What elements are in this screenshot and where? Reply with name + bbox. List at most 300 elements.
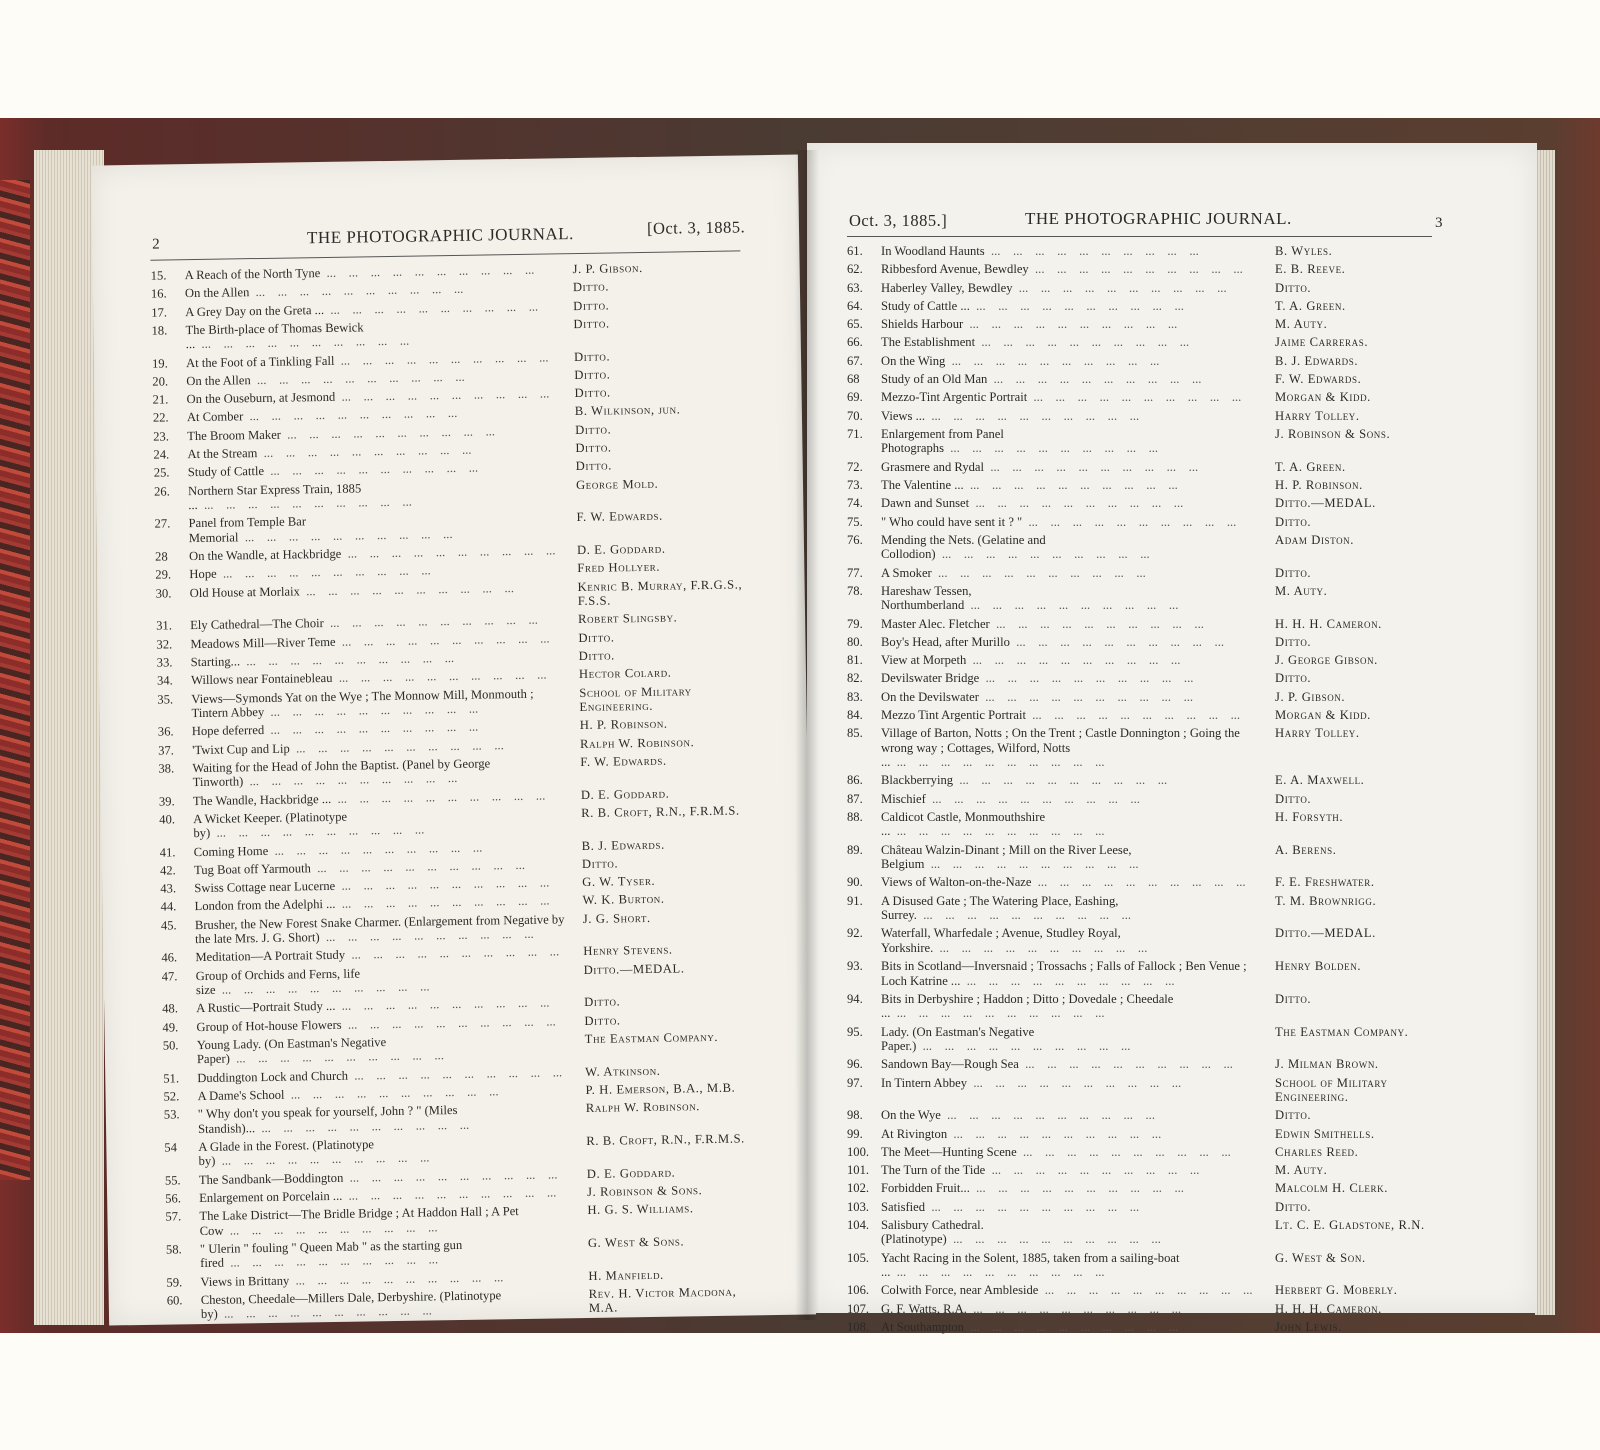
entry-number: 43. — [160, 881, 177, 896]
entry-exhibitor: F. W. Edwards. — [580, 753, 667, 769]
entry-title-text: Colwith Force, near Ambleside ... — [881, 1283, 1253, 1297]
entry-title-text: Boy's Head, after Murillo ... — [881, 635, 1224, 649]
entry-title — [881, 460, 1265, 474]
entry-exhibitor: School of Military Engineering. — [1275, 1075, 1388, 1104]
entry-title-text: The Turn of the Tide ... — [881, 1163, 1199, 1177]
catalogue-entry — [847, 1181, 1447, 1195]
entry-title — [881, 1200, 1265, 1214]
catalogue-entry — [157, 683, 757, 721]
catalogue-entry — [847, 533, 1447, 562]
catalogue-entry — [847, 1127, 1447, 1141]
entry-number: 76. — [847, 532, 863, 547]
entry-number: 73. — [847, 477, 863, 492]
entry-title — [881, 1181, 1265, 1195]
right-catalogue-list — [847, 244, 1447, 1338]
entry-number: 33. — [156, 655, 173, 670]
entry-number: 51. — [163, 1071, 180, 1086]
entry-title-text: Bits in Derbyshire ; Haddon ; Ditto ; Dovedale ; Cheedale ... ... — [881, 992, 1173, 1020]
entry-title — [881, 1025, 1265, 1054]
entry-exhibitor: G. West & Son. — [1275, 1250, 1366, 1265]
entry-number: 48. — [162, 1001, 179, 1017]
entry-exhibitor: H. H. H. Cameron. — [1275, 1301, 1382, 1316]
entry-exhibitor: J. P. Gibson. — [572, 260, 643, 277]
entry-title — [881, 992, 1265, 1021]
entry-title-text: At the Foot of a Tinkling Fall ... — [186, 350, 549, 370]
entry-title-text: At Rivington ... — [881, 1127, 1161, 1141]
entry-number: 22. — [152, 410, 169, 426]
catalogue-entry — [164, 1099, 764, 1137]
catalogue-entry — [847, 299, 1447, 313]
entry-exhibitor: Henry Stevens. — [583, 943, 673, 959]
entry-title-text: Willows near Fontainebleau ... — [191, 668, 547, 688]
entry-exhibitor: Ditto. — [1275, 791, 1312, 806]
entry-number: 24. — [153, 447, 170, 462]
entry-title-text: Waiting for the Head of John the Baptist. (Panel by George Tinworth) ... — [192, 756, 490, 789]
catalogue-entry — [847, 773, 1447, 787]
entry-exhibitor: Ditto. — [573, 298, 610, 313]
entry-title-text: Yacht Racing in the Solent, 1885, taken from a sailing-boat ... ... — [881, 1251, 1179, 1279]
catalogue-entry — [154, 508, 754, 546]
entry-title — [196, 963, 574, 998]
entry-title-text: On the Wye ... — [881, 1108, 1155, 1122]
entry-exhibitor: J. Robinson & Sons. — [1275, 426, 1391, 441]
catalogue-entry — [847, 262, 1447, 276]
entry-title — [881, 1145, 1265, 1159]
entry-title — [201, 1287, 579, 1322]
entry-exhibitor: H. P. Robinson. — [579, 716, 668, 733]
entry-title — [194, 875, 572, 895]
entry-number: 27. — [154, 516, 171, 532]
entry-title — [881, 584, 1265, 613]
catalogue-entry — [847, 1251, 1447, 1280]
catalogue-entry — [847, 244, 1447, 258]
entry-title — [190, 580, 568, 615]
entry-title — [196, 1014, 574, 1034]
entry-title-text: Satisfied ... — [881, 1200, 1139, 1214]
entry-number: 61. — [847, 244, 863, 258]
entry-title-text: Blackberrying ... — [881, 773, 1167, 787]
entry-title-text: On the Devilswater ... — [881, 690, 1193, 704]
entry-number: 19. — [151, 356, 168, 371]
entry-number: 84. — [847, 708, 863, 723]
entry-title-text: Haberley Valley, Bewdley ... — [881, 281, 1227, 295]
entry-exhibitor: School of Military Engineering. — [579, 683, 692, 714]
entry-exhibitor: Morgan & Kidd. — [1275, 708, 1371, 723]
entry-title — [188, 478, 566, 513]
catalogue-entry — [847, 1200, 1447, 1214]
entry-title-text: Mending the Nets. (Gelatine and Collodion) ... — [881, 533, 1150, 561]
entry-exhibitor: M. Auty. — [1275, 1163, 1328, 1178]
entry-exhibitor: D. E. Goddard. — [580, 786, 670, 802]
catalogue-entry — [847, 635, 1447, 649]
entry-title-text: Village of Barton, Notts ; On the Trent ; Castle Donnington ; Going the wrong way ; Cottages, Wilford, Notts ... ... — [881, 726, 1240, 769]
entry-title-text: " Who could have sent it ? " ... — [881, 515, 1236, 529]
entry-exhibitor: W. K. Burton. — [582, 892, 665, 908]
entry-title-text: Mezzo Tint Argentic Portrait ... — [881, 708, 1240, 722]
entry-number: 72. — [847, 459, 863, 474]
entry-title-text: Sandown Bay—Rough Sea ... — [881, 1057, 1233, 1071]
entry-title — [198, 1134, 576, 1169]
entry-exhibitor: J. Milman Brown. — [1275, 1057, 1379, 1072]
entry-exhibitor: Ditto. — [584, 1013, 621, 1028]
entry-number: 95. — [847, 1024, 863, 1039]
entry-title — [190, 631, 568, 651]
catalogue-entry — [847, 335, 1447, 349]
entry-exhibitor: J. P. Gibson. — [1275, 689, 1346, 704]
catalogue-entry — [847, 1163, 1447, 1177]
entry-title — [881, 390, 1265, 404]
entry-number: 34. — [156, 673, 173, 688]
entry-exhibitor: D. E. Goddard. — [586, 1165, 676, 1181]
marbled-endpaper — [0, 180, 30, 1180]
left-catalogue-list — [151, 259, 768, 1326]
entry-exhibitor: F. W. Edwards. — [576, 509, 663, 525]
entry-title — [197, 1032, 575, 1067]
catalogue-entry — [159, 803, 759, 841]
entry-number: 53. — [163, 1107, 180, 1122]
entry-title-text: Mischief ... — [881, 792, 1140, 806]
entry-number: 16. — [150, 286, 167, 301]
entry-title-text: A Disused Gate ; The Watering Place, Eashing, Surrey. ... — [881, 894, 1131, 922]
entry-title-text: Hope ... — [189, 564, 431, 582]
entry-title-text: On the Wandle, at Hackbridge ... — [189, 543, 556, 563]
entry-number: 92. — [847, 926, 863, 941]
left-page-number: 2 — [152, 236, 161, 253]
entry-title-text: The Wandle, Hackbridge ... ... — [193, 788, 546, 808]
entry-number: 82. — [847, 671, 863, 686]
entry-title — [197, 1083, 575, 1103]
entry-title-text: Enlargement on Porcelain ... ... — [199, 1185, 556, 1205]
entry-exhibitor: Ditto. — [573, 316, 610, 331]
entry-number: 86. — [847, 773, 863, 788]
entry-number: 21. — [152, 392, 169, 407]
catalogue-entry — [847, 1057, 1447, 1071]
entry-number: 29. — [155, 567, 172, 583]
entry-exhibitor: E. B. Reeve. — [1275, 262, 1346, 277]
entry-number: 26. — [153, 484, 170, 499]
entry-title — [185, 262, 563, 282]
entry-exhibitor: Ditto.—MEDAL. — [1275, 926, 1376, 941]
entry-title — [188, 460, 566, 480]
catalogue-entry — [847, 515, 1447, 529]
entry-title — [196, 996, 574, 1016]
entry-number: 30. — [155, 586, 172, 601]
catalogue-entry — [847, 959, 1447, 988]
entry-title-text: Group of Orchids and Ferns, life size ... — [196, 966, 430, 997]
entry-exhibitor: H. Manfield. — [588, 1267, 664, 1283]
entry-exhibitor: Lt. C. E. Gladstone, R.N. — [1275, 1218, 1425, 1233]
entry-title — [881, 926, 1265, 955]
entry-number: 64. — [847, 298, 863, 313]
entry-title-text: Meadows Mill—River Teme ... — [190, 631, 549, 651]
entry-exhibitor: Morgan & Kidd. — [1275, 390, 1371, 405]
entry-title-text: On the Ouseburn, at Jesmond ... — [187, 387, 550, 407]
entry-number: 70. — [847, 408, 863, 423]
entry-exhibitor: G. West & Sons. — [587, 1234, 685, 1250]
entry-exhibitor: P. H. Emerson, B.A., M.B. — [585, 1080, 736, 1098]
entry-number: 94. — [847, 991, 863, 1006]
entry-title-text: Meditation—A Portrait Study ... — [195, 945, 559, 965]
entry-title — [187, 405, 565, 425]
entry-title — [881, 773, 1265, 787]
entry-number: 17. — [151, 305, 168, 320]
entry-number: 91. — [847, 893, 863, 908]
entry-number: 101. — [847, 1163, 870, 1178]
entry-title-text: The Lake District—The Bridle Bridge ; At Haddon Hall ; A Pet Cow ... — [199, 1204, 519, 1237]
catalogue-entry — [847, 317, 1447, 331]
entry-number: 20. — [152, 374, 169, 389]
catalogue-entry — [847, 478, 1447, 492]
entry-title — [881, 635, 1265, 649]
entry-exhibitor: Henry Bolden. — [1275, 959, 1362, 974]
entry-number: 105. — [847, 1250, 870, 1265]
catalogue-entry — [847, 1145, 1447, 1159]
entry-exhibitor: Jaime Carreras. — [1275, 335, 1369, 350]
entry-title — [881, 1218, 1265, 1247]
catalogue-entry — [847, 496, 1447, 510]
entry-number: 44. — [160, 899, 177, 915]
entry-exhibitor: M. Auty. — [1275, 583, 1328, 598]
entry-title — [881, 810, 1265, 839]
entry-title-text: Bits in Scotland—Inversnaid ; Trossachs ; Falls of Fallock ; Ben Venue ; Loch Katrine ... ... — [881, 959, 1247, 987]
entry-title — [186, 368, 564, 388]
entry-title — [881, 1057, 1265, 1071]
entry-number: 71. — [847, 426, 863, 441]
entry-exhibitor: Adam Diston. — [1275, 532, 1355, 547]
entry-title-text: Brusher, the New Forest Snake Charmer. (Enlargement from Negative by the late Mrs. J. G. Short) ... — [195, 912, 565, 946]
entry-title-text: The Establishment ... — [881, 335, 1189, 349]
entry-title-text: On the Allen ... — [185, 282, 464, 300]
entry-exhibitor: Ditto. — [584, 994, 621, 1010]
catalogue-entry — [167, 1284, 767, 1322]
entry-exhibitor: Ditto. — [1275, 1199, 1312, 1214]
entry-title — [194, 839, 572, 859]
entry-exhibitor: B. J. Edwards. — [1275, 353, 1359, 368]
catalogue-entry — [847, 584, 1447, 613]
entry-title-text: Devilswater Bridge ... — [881, 671, 1193, 685]
entry-title — [881, 894, 1265, 923]
entry-title-text: A Smoker ... — [881, 566, 1146, 580]
catalogue-entry — [151, 314, 751, 352]
entry-title — [881, 335, 1265, 349]
entry-number: 31. — [156, 618, 173, 634]
entry-number: 69. — [847, 390, 863, 405]
entry-title — [881, 1251, 1265, 1280]
entry-title — [195, 945, 573, 965]
entry-title — [881, 959, 1265, 988]
entry-title-text: 'Twixt Cup and Lip ... — [192, 738, 504, 757]
entry-exhibitor: J. G. Short. — [582, 910, 651, 926]
entry-number: 90. — [847, 875, 863, 890]
entry-title-text: Coming Home ... — [194, 840, 483, 859]
entry-title-text: Views of Walton-on-the-Naze ... — [881, 875, 1246, 889]
catalogue-entry — [847, 460, 1447, 474]
entry-title — [881, 515, 1265, 529]
catalogue-entry — [166, 1233, 766, 1271]
entry-title — [881, 690, 1265, 704]
catalogue-entry — [847, 372, 1447, 386]
entry-title-text: In Tintern Abbey ... — [881, 1076, 1181, 1090]
catalogue-entry — [163, 1029, 763, 1067]
entry-exhibitor: D. E. Goddard. — [576, 541, 666, 558]
entry-exhibitor: Rev. H. Victor Macdona, M.A. — [588, 1284, 737, 1316]
entry-exhibitor: Ditto. — [574, 385, 611, 401]
right-page — [807, 143, 1537, 1335]
entry-title-text: View at Morpeth ... — [881, 653, 1180, 667]
catalogue-entry — [847, 1025, 1447, 1054]
entry-exhibitor: H. P. Robinson. — [1275, 477, 1363, 492]
entry-exhibitor: T. M. Brownrigg. — [1275, 893, 1377, 908]
entry-number: 96. — [847, 1057, 863, 1072]
entry-exhibitor: Ditto. — [581, 856, 619, 871]
entry-title — [881, 1076, 1265, 1105]
catalogue-entry — [847, 810, 1447, 839]
entry-exhibitor: R. B. Croft, R.N., F.R.M.S. — [586, 1131, 745, 1149]
catalogue-entry — [156, 577, 756, 615]
right-page-number: 3 — [1435, 215, 1443, 231]
entry-title-text: Château Walzin-Dinant ; Mill on the River Leese, Belgium ... — [881, 843, 1138, 871]
entry-exhibitor: Ralph W. Robinson. — [585, 1099, 701, 1116]
catalogue-entry — [847, 1076, 1447, 1105]
entry-exhibitor: M. Auty. — [1275, 317, 1328, 332]
entry-number: 49. — [162, 1020, 179, 1035]
entry-title-text: A Glade in the Forest. (Platinotype by) ... — [198, 1137, 429, 1168]
entry-title-text: At Southampton ... — [881, 1320, 1178, 1334]
entry-exhibitor: Harry Tolley. — [1275, 726, 1360, 741]
entry-exhibitor: Herbert G. Moberly. — [1275, 1283, 1398, 1298]
catalogue-entry — [847, 671, 1447, 685]
entry-title — [200, 1269, 578, 1289]
left-page — [91, 155, 816, 1326]
catalogue-entry — [162, 960, 762, 998]
entry-title-text: Young Lady. (On Eastman's Negative Paper) ... — [197, 1035, 444, 1066]
entry-number: 52. — [163, 1089, 180, 1104]
entry-title — [193, 806, 571, 841]
entry-number: 47. — [161, 969, 178, 984]
entry-title — [193, 788, 571, 808]
catalogue-entry — [847, 875, 1447, 889]
entry-number: 88. — [847, 810, 863, 825]
entry-title-text: Duddington Lock and Church ... — [197, 1065, 562, 1085]
entry-number: 54 — [164, 1140, 178, 1155]
entry-title-text: The Meet—Hunting Scene ... — [881, 1145, 1231, 1159]
entry-title-text: Study of an Old Man ... — [881, 372, 1201, 386]
entry-exhibitor: Ralph W. Robinson. — [579, 734, 695, 751]
entry-title-text: In Woodland Haunts ... — [881, 244, 1199, 258]
entry-title — [187, 441, 565, 461]
entry-exhibitor: Kenric B. Murray, F.R.G.S., F.S.S. — [577, 577, 743, 609]
entry-title — [192, 737, 570, 757]
entry-title — [881, 299, 1265, 313]
entry-title-text: Starting... ... — [191, 651, 455, 669]
entry-exhibitor: T. A. Green. — [1275, 459, 1346, 474]
entry-number: 99. — [847, 1126, 863, 1141]
entry-number: 46. — [161, 950, 178, 966]
entry-number: 74. — [847, 496, 863, 511]
entry-title — [191, 667, 569, 687]
catalogue-entry — [847, 843, 1447, 872]
entry-title — [881, 566, 1265, 580]
entry-title-text: At the Stream ... — [187, 443, 471, 461]
entry-title — [191, 649, 569, 669]
entry-exhibitor: A. Berens. — [1275, 842, 1337, 857]
catalogue-entry — [847, 1302, 1447, 1316]
entry-title — [881, 843, 1265, 872]
entry-title-text: The Birth-place of Thomas Bewick ... ... — [185, 320, 409, 351]
entry-title — [187, 386, 565, 406]
entry-number: 62. — [847, 262, 863, 277]
catalogue-entry — [847, 566, 1447, 580]
entry-number: 15. — [150, 268, 167, 283]
entry-exhibitor: R. B. Croft, R.N., F.R.M.S. — [581, 803, 740, 820]
entry-number: 79. — [847, 616, 863, 631]
entry-exhibitor: Ditto. — [575, 440, 612, 456]
entry-number: 66. — [847, 335, 863, 350]
entry-exhibitor: Ditto. — [1275, 514, 1312, 529]
entry-exhibitor: Ditto. — [1275, 280, 1312, 295]
entry-number: 37. — [158, 742, 174, 758]
entry-title-text: G. F. Watts, R.A. ... — [881, 1302, 1181, 1316]
entry-title — [881, 317, 1265, 331]
entry-title — [881, 792, 1265, 806]
entry-exhibitor: The Eastman Company. — [1275, 1024, 1409, 1039]
entry-title — [881, 671, 1265, 685]
entry-title-text: On the Wing ... — [881, 354, 1159, 368]
entry-number: 36. — [157, 724, 174, 739]
catalogue-entry — [847, 1283, 1447, 1297]
entry-number: 89. — [847, 842, 863, 857]
entry-number: 97. — [847, 1075, 863, 1090]
entry-title — [881, 281, 1265, 295]
entry-title — [881, 1320, 1265, 1334]
entry-title — [881, 1163, 1265, 1177]
entry-exhibitor: Ditto. — [578, 648, 615, 663]
entry-title-text: At Comber ... — [187, 406, 458, 424]
entry-exhibitor: Ditto. — [572, 279, 610, 295]
entry-title-text: Old House at Morlaix ... — [190, 581, 514, 600]
entry-number: 85. — [847, 726, 863, 741]
entry-number: 56. — [165, 1191, 182, 1206]
entry-title-text: London from the Adelphi ... ... — [194, 894, 549, 914]
catalogue-entry — [847, 1108, 1447, 1122]
entry-title-text: Swiss Cottage near Lucerne ... — [194, 876, 549, 896]
entry-exhibitor: Malcolm H. Clerk. — [1275, 1181, 1388, 1196]
entry-title — [194, 857, 572, 877]
entry-exhibitor: W. Atkinson. — [585, 1063, 661, 1079]
entry-title-text: Hope deferred ... — [192, 720, 479, 738]
entry-exhibitor: B. J. Edwards. — [581, 837, 665, 853]
entry-exhibitor: B. Wilkinson, jun. — [574, 402, 681, 419]
entry-number: 59. — [166, 1275, 183, 1290]
catalogue-entry — [847, 354, 1447, 368]
entry-title-text: The Valentine ... ... — [881, 478, 1178, 492]
entry-exhibitor: Ditto. — [574, 367, 611, 382]
entry-number: 81. — [847, 653, 863, 668]
catalogue-entry — [154, 475, 754, 513]
entry-title-text: Mezzo-Tint Argentic Portrait ... — [881, 390, 1241, 404]
entry-title-text: Study of Cattle ... ... — [881, 299, 1184, 313]
entry-title-text: Northern Star Express Train, 1885 ... ... — [188, 481, 412, 512]
entry-number: 104. — [847, 1218, 870, 1233]
entry-exhibitor: J. George Gibson. — [1275, 653, 1378, 668]
entry-exhibitor: Ditto. — [578, 630, 615, 645]
entry-number: 28 — [154, 549, 168, 564]
entry-title — [188, 511, 566, 546]
entry-number: 78. — [847, 583, 863, 598]
entry-title-text: Shields Harbour ... — [881, 317, 1177, 331]
entry-number: 58. — [165, 1242, 182, 1257]
entry-title — [881, 244, 1265, 258]
